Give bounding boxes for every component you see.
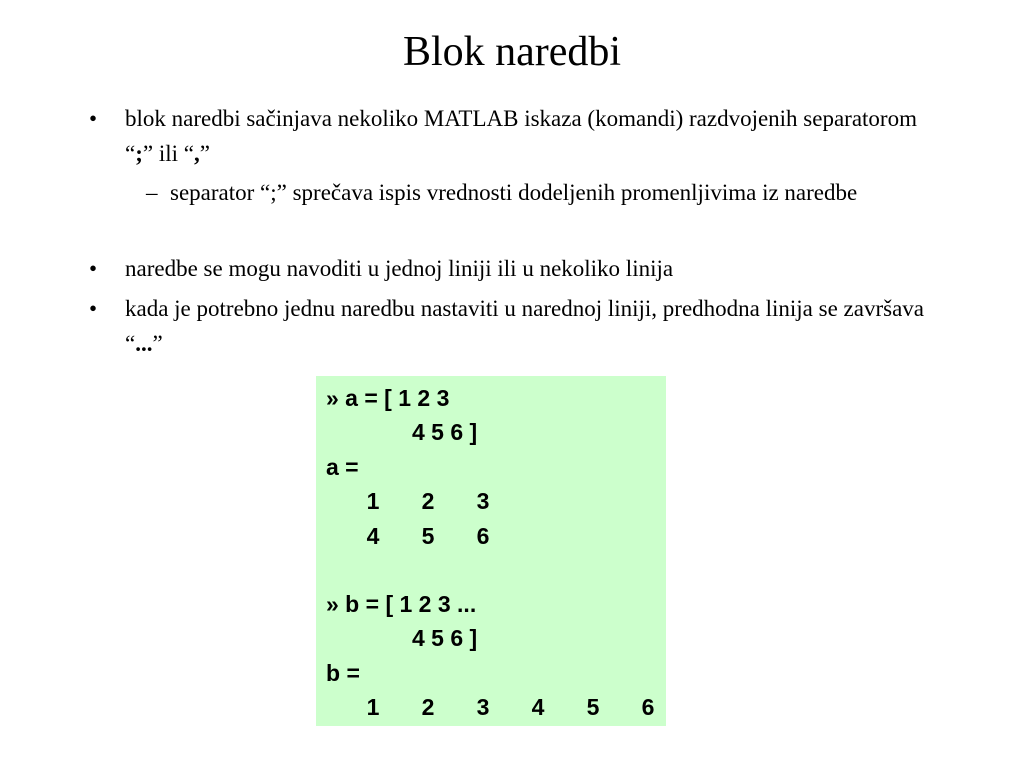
bullet-text: ” (152, 331, 163, 356)
code-line-b-output-label: b = (326, 660, 360, 686)
matrix-a-value: 1 (366, 488, 380, 514)
matrix-a-value: 4 (366, 523, 380, 549)
sub-bullet-item-separator (146, 175, 950, 210)
vector-b-value: 3 (476, 694, 490, 720)
matlab-code-example (316, 376, 666, 726)
dash-marker: – (146, 180, 158, 205)
bullet-item-block (89, 101, 925, 171)
bullet-item-continuation (89, 291, 925, 361)
matrix-a-value: 3 (476, 488, 490, 514)
bullet-text: kada je potrebno jednu naredbu nastaviti u narednoj liniji, predhodna linija se završava “ (125, 296, 924, 356)
bullet-text: separator “;” sprečava ispis vrednosti dodeljenih promenljivima iz naredbe (170, 180, 858, 205)
vector-b-value: 2 (421, 694, 435, 720)
matrix-a-value: 5 (421, 523, 435, 549)
vector-b-value: 6 (641, 694, 655, 720)
bullet-text: blok naredbi sačinjava nekoliko MATLAB iskaza (komandi) razdvojenih separatorom “ (125, 106, 917, 166)
vector-b-value: 1 (366, 694, 380, 720)
bullet-text: naredbe se mogu navoditi u jednoj liniji ili u nekoliko linija (125, 256, 674, 281)
continuation-ellipsis: ... (135, 331, 153, 356)
code-line-b-input-2: 4 5 6 ] (412, 625, 478, 651)
code-line-a-input-2: 4 5 6 ] (412, 419, 478, 445)
matrix-a-value: 2 (421, 488, 435, 514)
bullet-marker: • (89, 256, 98, 281)
separator-comma: , (193, 141, 200, 166)
separator-semicolon: ; (135, 141, 143, 166)
code-line-b-input-1: » b = [ 1 2 3 ... (326, 591, 477, 617)
bullet-item-lines (89, 251, 925, 286)
code-line-a-input-1: » a = [ 1 2 3 (326, 385, 450, 411)
bullet-marker: • (89, 296, 98, 321)
bullet-marker: • (89, 106, 98, 131)
matrix-a-value: 6 (476, 523, 490, 549)
vector-b-value: 4 (531, 694, 545, 720)
bullet-text: ” ili “ (142, 141, 194, 166)
code-line-a-output-label: a = (326, 454, 359, 480)
vector-b-value: 5 (586, 694, 600, 720)
bullet-text: ” (199, 141, 210, 166)
slide-title: Blok naredbi (402, 29, 622, 75)
